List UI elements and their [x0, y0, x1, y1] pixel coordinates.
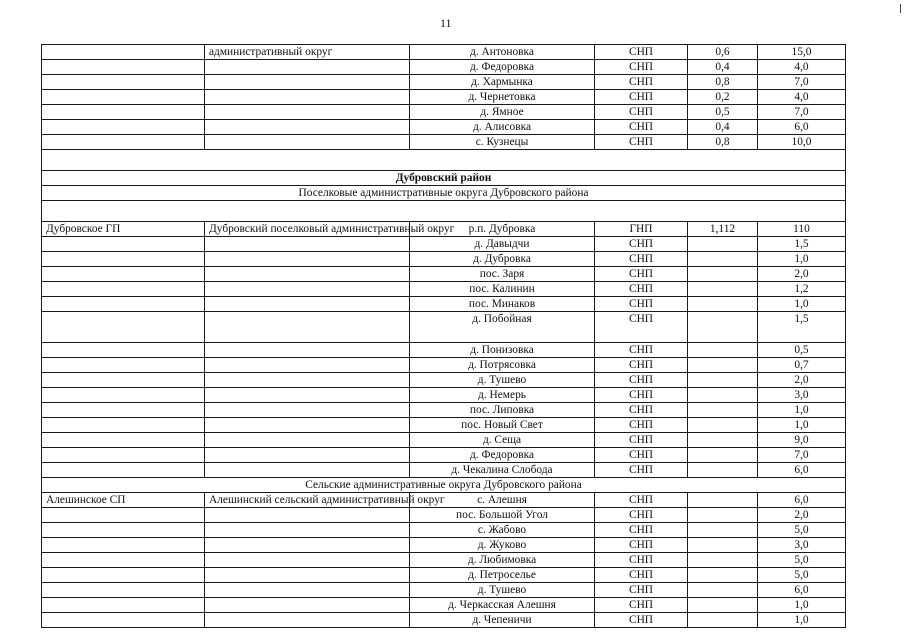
table-row: [42, 90, 846, 105]
okrug-cell: [205, 267, 410, 282]
okrug-cell: [205, 538, 410, 553]
scan-edge-mark: [900, 4, 901, 13]
settlement-type-cell: СНП: [595, 282, 688, 297]
population-cell: 2,0: [758, 267, 846, 282]
district-title-row: [42, 171, 846, 186]
spacer-row: [42, 201, 846, 222]
population-cell: 1,0: [758, 297, 846, 312]
table-row: [42, 553, 846, 568]
distance-cell: [688, 297, 758, 312]
section-title-row: [42, 478, 846, 493]
settlement-name-cell: д. Немерь: [410, 388, 595, 403]
distance-cell: 0,8: [688, 135, 758, 150]
population-cell: 6,0: [758, 120, 846, 135]
okrug-cell: [205, 282, 410, 297]
settlement-name-cell: д. Чекалина Слобода: [410, 463, 595, 478]
table-row: [42, 583, 846, 598]
table-row: [42, 252, 846, 267]
settlement-name-cell: пос. Заря: [410, 267, 595, 282]
table-row: [42, 538, 846, 553]
settlement-type-cell: СНП: [595, 598, 688, 613]
table-row: [42, 598, 846, 613]
okrug-cell: [205, 135, 410, 150]
population-cell: 5,0: [758, 568, 846, 583]
okrug-cell: [205, 312, 410, 343]
population-cell: 5,0: [758, 553, 846, 568]
municipality-cell: [42, 135, 205, 150]
table-row: [42, 297, 846, 312]
settlement-name-cell: д. Жуково: [410, 538, 595, 553]
municipality-cell: [42, 358, 205, 373]
okrug-cell: [205, 508, 410, 523]
table-row: [42, 463, 846, 478]
okrug-cell: [205, 343, 410, 358]
municipality-cell: [42, 120, 205, 135]
settlement-name-cell: д. Чернетовка: [410, 90, 595, 105]
settlement-name-cell: д. Понизовка: [410, 343, 595, 358]
okrug-cell: административный округ: [205, 45, 410, 60]
table-row: [42, 613, 846, 628]
settlement-type-cell: СНП: [595, 553, 688, 568]
table-row: [42, 120, 846, 135]
settlement-name-cell: р.п. Дубровка: [410, 222, 595, 237]
settlement-name-cell: д. Любимовка: [410, 553, 595, 568]
okrug-cell: [205, 373, 410, 388]
table-row: [42, 312, 846, 343]
okrug-cell: [205, 568, 410, 583]
settlement-name-cell: д. Тушево: [410, 373, 595, 388]
municipality-cell: Дубровское ГП: [42, 222, 205, 237]
settlement-type-cell: СНП: [595, 433, 688, 448]
distance-cell: 0,8: [688, 75, 758, 90]
okrug-cell: [205, 598, 410, 613]
table-row: [42, 60, 846, 75]
section-title-row: [42, 186, 846, 201]
population-cell: 6,0: [758, 583, 846, 598]
table-row: [42, 135, 846, 150]
population-cell: 1,5: [758, 237, 846, 252]
distance-cell: [688, 553, 758, 568]
settlement-name-cell: д. Федоровка: [410, 448, 595, 463]
settlement-type-cell: СНП: [595, 403, 688, 418]
settlement-name-cell: д. Давыдчи: [410, 237, 595, 252]
table-row: [42, 523, 846, 538]
population-cell: 2,0: [758, 373, 846, 388]
settlement-type-cell: СНП: [595, 358, 688, 373]
municipality-cell: [42, 237, 205, 252]
table-row: [42, 388, 846, 403]
settlement-type-cell: СНП: [595, 583, 688, 598]
municipality-cell: [42, 312, 205, 343]
population-cell: 1,2: [758, 282, 846, 297]
distance-cell: [688, 252, 758, 267]
okrug-cell: [205, 105, 410, 120]
settlement-type-cell: СНП: [595, 252, 688, 267]
okrug-cell: [205, 90, 410, 105]
settlement-type-cell: СНП: [595, 75, 688, 90]
distance-cell: 1,112: [688, 222, 758, 237]
settlement-name-cell: д. Тушево: [410, 583, 595, 598]
settlement-type-cell: СНП: [595, 418, 688, 433]
okrug-cell: [205, 358, 410, 373]
population-cell: 4,0: [758, 60, 846, 75]
settlement-type-cell: СНП: [595, 312, 688, 343]
population-cell: 110: [758, 222, 846, 237]
distance-cell: 0,6: [688, 45, 758, 60]
settlement-type-cell: СНП: [595, 237, 688, 252]
population-cell: 7,0: [758, 75, 846, 90]
table-row: [42, 267, 846, 282]
okrug-cell: [205, 388, 410, 403]
table-row: [42, 418, 846, 433]
distance-cell: 0,4: [688, 120, 758, 135]
settlement-name-cell: с. Кузнецы: [410, 135, 595, 150]
municipality-cell: [42, 403, 205, 418]
table-row: [42, 373, 846, 388]
distance-cell: [688, 237, 758, 252]
distance-cell: [688, 388, 758, 403]
population-cell: 6,0: [758, 463, 846, 478]
municipality-cell: [42, 75, 205, 90]
settlement-name-cell: д. Потрясовка: [410, 358, 595, 373]
settlement-name-cell: д. Побойная: [410, 312, 595, 343]
settlement-name-cell: пос. Калинин: [410, 282, 595, 297]
distance-cell: [688, 358, 758, 373]
table-row: [42, 358, 846, 373]
settlement-name-cell: д. Черкасская Алешня: [410, 598, 595, 613]
population-cell: 5,0: [758, 523, 846, 538]
distance-cell: [688, 568, 758, 583]
municipality-cell: Алешинское СП: [42, 493, 205, 508]
settlement-type-cell: СНП: [595, 508, 688, 523]
okrug-cell: [205, 448, 410, 463]
municipality-cell: [42, 90, 205, 105]
okrug-cell: Алешинский сельский административный округ: [205, 493, 410, 508]
population-cell: 1,0: [758, 418, 846, 433]
municipality-cell: [42, 252, 205, 267]
spacer-cell: [42, 150, 846, 171]
municipality-cell: [42, 613, 205, 628]
distance-cell: [688, 312, 758, 343]
settlement-type-cell: СНП: [595, 120, 688, 135]
municipality-cell: [42, 538, 205, 553]
distance-cell: [688, 418, 758, 433]
settlement-type-cell: СНП: [595, 343, 688, 358]
distance-cell: [688, 373, 758, 388]
municipality-cell: [42, 433, 205, 448]
distance-cell: [688, 433, 758, 448]
municipality-cell: [42, 282, 205, 297]
population-cell: 3,0: [758, 388, 846, 403]
municipality-cell: [42, 45, 205, 60]
okrug-cell: [205, 418, 410, 433]
municipality-cell: [42, 418, 205, 433]
table-row: [42, 568, 846, 583]
settlement-name-cell: д. Сеща: [410, 433, 595, 448]
okrug-cell: [205, 297, 410, 312]
population-cell: 2,0: [758, 508, 846, 523]
settlement-name-cell: д. Петроселье: [410, 568, 595, 583]
settlement-type-cell: СНП: [595, 523, 688, 538]
okrug-cell: Дубровский поселковый административный округ: [205, 222, 410, 237]
settlement-name-cell: д. Федоровка: [410, 60, 595, 75]
table-row: [42, 105, 846, 120]
municipality-cell: [42, 388, 205, 403]
population-cell: 1,0: [758, 403, 846, 418]
settlement-name-cell: д. Алисовка: [410, 120, 595, 135]
settlement-type-cell: СНП: [595, 90, 688, 105]
settlement-type-cell: СНП: [595, 45, 688, 60]
okrug-cell: [205, 613, 410, 628]
okrug-cell: [205, 553, 410, 568]
distance-cell: 0,4: [688, 60, 758, 75]
municipality-cell: [42, 583, 205, 598]
municipality-cell: [42, 297, 205, 312]
settlement-type-cell: СНП: [595, 493, 688, 508]
settlement-name-cell: пос. Минаков: [410, 297, 595, 312]
table-row: [42, 493, 846, 508]
distance-cell: 0,5: [688, 105, 758, 120]
distance-cell: [688, 583, 758, 598]
population-cell: 0,5: [758, 343, 846, 358]
okrug-cell: [205, 120, 410, 135]
settlement-name-cell: с. Жабово: [410, 523, 595, 538]
settlement-type-cell: СНП: [595, 60, 688, 75]
population-cell: 1,5: [758, 312, 846, 343]
okrug-cell: [205, 403, 410, 418]
distance-cell: [688, 343, 758, 358]
table-row: [42, 433, 846, 448]
section-title: Сельские административные округа Дубровского района: [42, 478, 846, 493]
settlement-type-cell: СНП: [595, 463, 688, 478]
distance-cell: [688, 403, 758, 418]
population-cell: 1,0: [758, 613, 846, 628]
okrug-cell: [205, 583, 410, 598]
settlement-type-cell: СНП: [595, 568, 688, 583]
okrug-cell: [205, 237, 410, 252]
table-row: [42, 448, 846, 463]
okrug-cell: [205, 60, 410, 75]
settlement-type-cell: СНП: [595, 538, 688, 553]
municipality-cell: [42, 448, 205, 463]
settlement-type-cell: СНП: [595, 267, 688, 282]
table-row: [42, 237, 846, 252]
table-row: [42, 45, 846, 60]
settlement-type-cell: СНП: [595, 105, 688, 120]
population-cell: 0,7: [758, 358, 846, 373]
settlement-type-cell: СНП: [595, 373, 688, 388]
population-cell: 3,0: [758, 538, 846, 553]
distance-cell: [688, 508, 758, 523]
settlement-name-cell: пос. Липовка: [410, 403, 595, 418]
distance-cell: [688, 613, 758, 628]
municipality-cell: [42, 598, 205, 613]
municipality-cell: [42, 523, 205, 538]
spacer-row: [42, 150, 846, 171]
settlement-name-cell: пос. Большой Угол: [410, 508, 595, 523]
distance-cell: [688, 267, 758, 282]
settlement-type-cell: СНП: [595, 448, 688, 463]
municipality-cell: [42, 105, 205, 120]
settlements-table: [41, 44, 846, 628]
table-row: [42, 508, 846, 523]
municipality-cell: [42, 508, 205, 523]
municipality-cell: [42, 373, 205, 388]
table-row: [42, 75, 846, 90]
district-title: Дубровский район: [42, 171, 846, 186]
municipality-cell: [42, 463, 205, 478]
distance-cell: [688, 448, 758, 463]
okrug-cell: [205, 433, 410, 448]
settlement-type-cell: СНП: [595, 297, 688, 312]
table-row: [42, 282, 846, 297]
municipality-cell: [42, 343, 205, 358]
municipality-cell: [42, 60, 205, 75]
population-cell: 1,0: [758, 252, 846, 267]
municipality-cell: [42, 553, 205, 568]
municipality-cell: [42, 267, 205, 282]
distance-cell: [688, 282, 758, 297]
population-cell: 15,0: [758, 45, 846, 60]
population-cell: 9,0: [758, 433, 846, 448]
page-number: 11: [440, 16, 452, 30]
table-row: [42, 343, 846, 358]
population-cell: 7,0: [758, 105, 846, 120]
settlement-type-cell: ГНП: [595, 222, 688, 237]
settlement-type-cell: СНП: [595, 135, 688, 150]
settlement-name-cell: пос. Новый Свет: [410, 418, 595, 433]
settlement-type-cell: СНП: [595, 613, 688, 628]
settlement-name-cell: д. Чепеничи: [410, 613, 595, 628]
settlement-name-cell: д. Антоновка: [410, 45, 595, 60]
okrug-cell: [205, 463, 410, 478]
distance-cell: [688, 598, 758, 613]
okrug-cell: [205, 523, 410, 538]
okrug-cell: [205, 252, 410, 267]
table-row: [42, 222, 846, 237]
spacer-cell: [42, 201, 846, 222]
population-cell: 7,0: [758, 448, 846, 463]
distance-cell: [688, 523, 758, 538]
section-title: Поселковые административные округа Дубровского района: [42, 186, 846, 201]
settlement-name-cell: с. Алешня: [410, 493, 595, 508]
settlement-type-cell: СНП: [595, 388, 688, 403]
table-row: [42, 403, 846, 418]
population-cell: 1,0: [758, 598, 846, 613]
population-cell: 4,0: [758, 90, 846, 105]
settlement-name-cell: д. Дубровка: [410, 252, 595, 267]
distance-cell: [688, 538, 758, 553]
municipality-cell: [42, 568, 205, 583]
okrug-cell: [205, 75, 410, 90]
population-cell: 10,0: [758, 135, 846, 150]
population-cell: 6,0: [758, 493, 846, 508]
distance-cell: 0,2: [688, 90, 758, 105]
distance-cell: [688, 493, 758, 508]
distance-cell: [688, 463, 758, 478]
settlement-name-cell: д. Хармынка: [410, 75, 595, 90]
settlement-name-cell: д. Ямное: [410, 105, 595, 120]
